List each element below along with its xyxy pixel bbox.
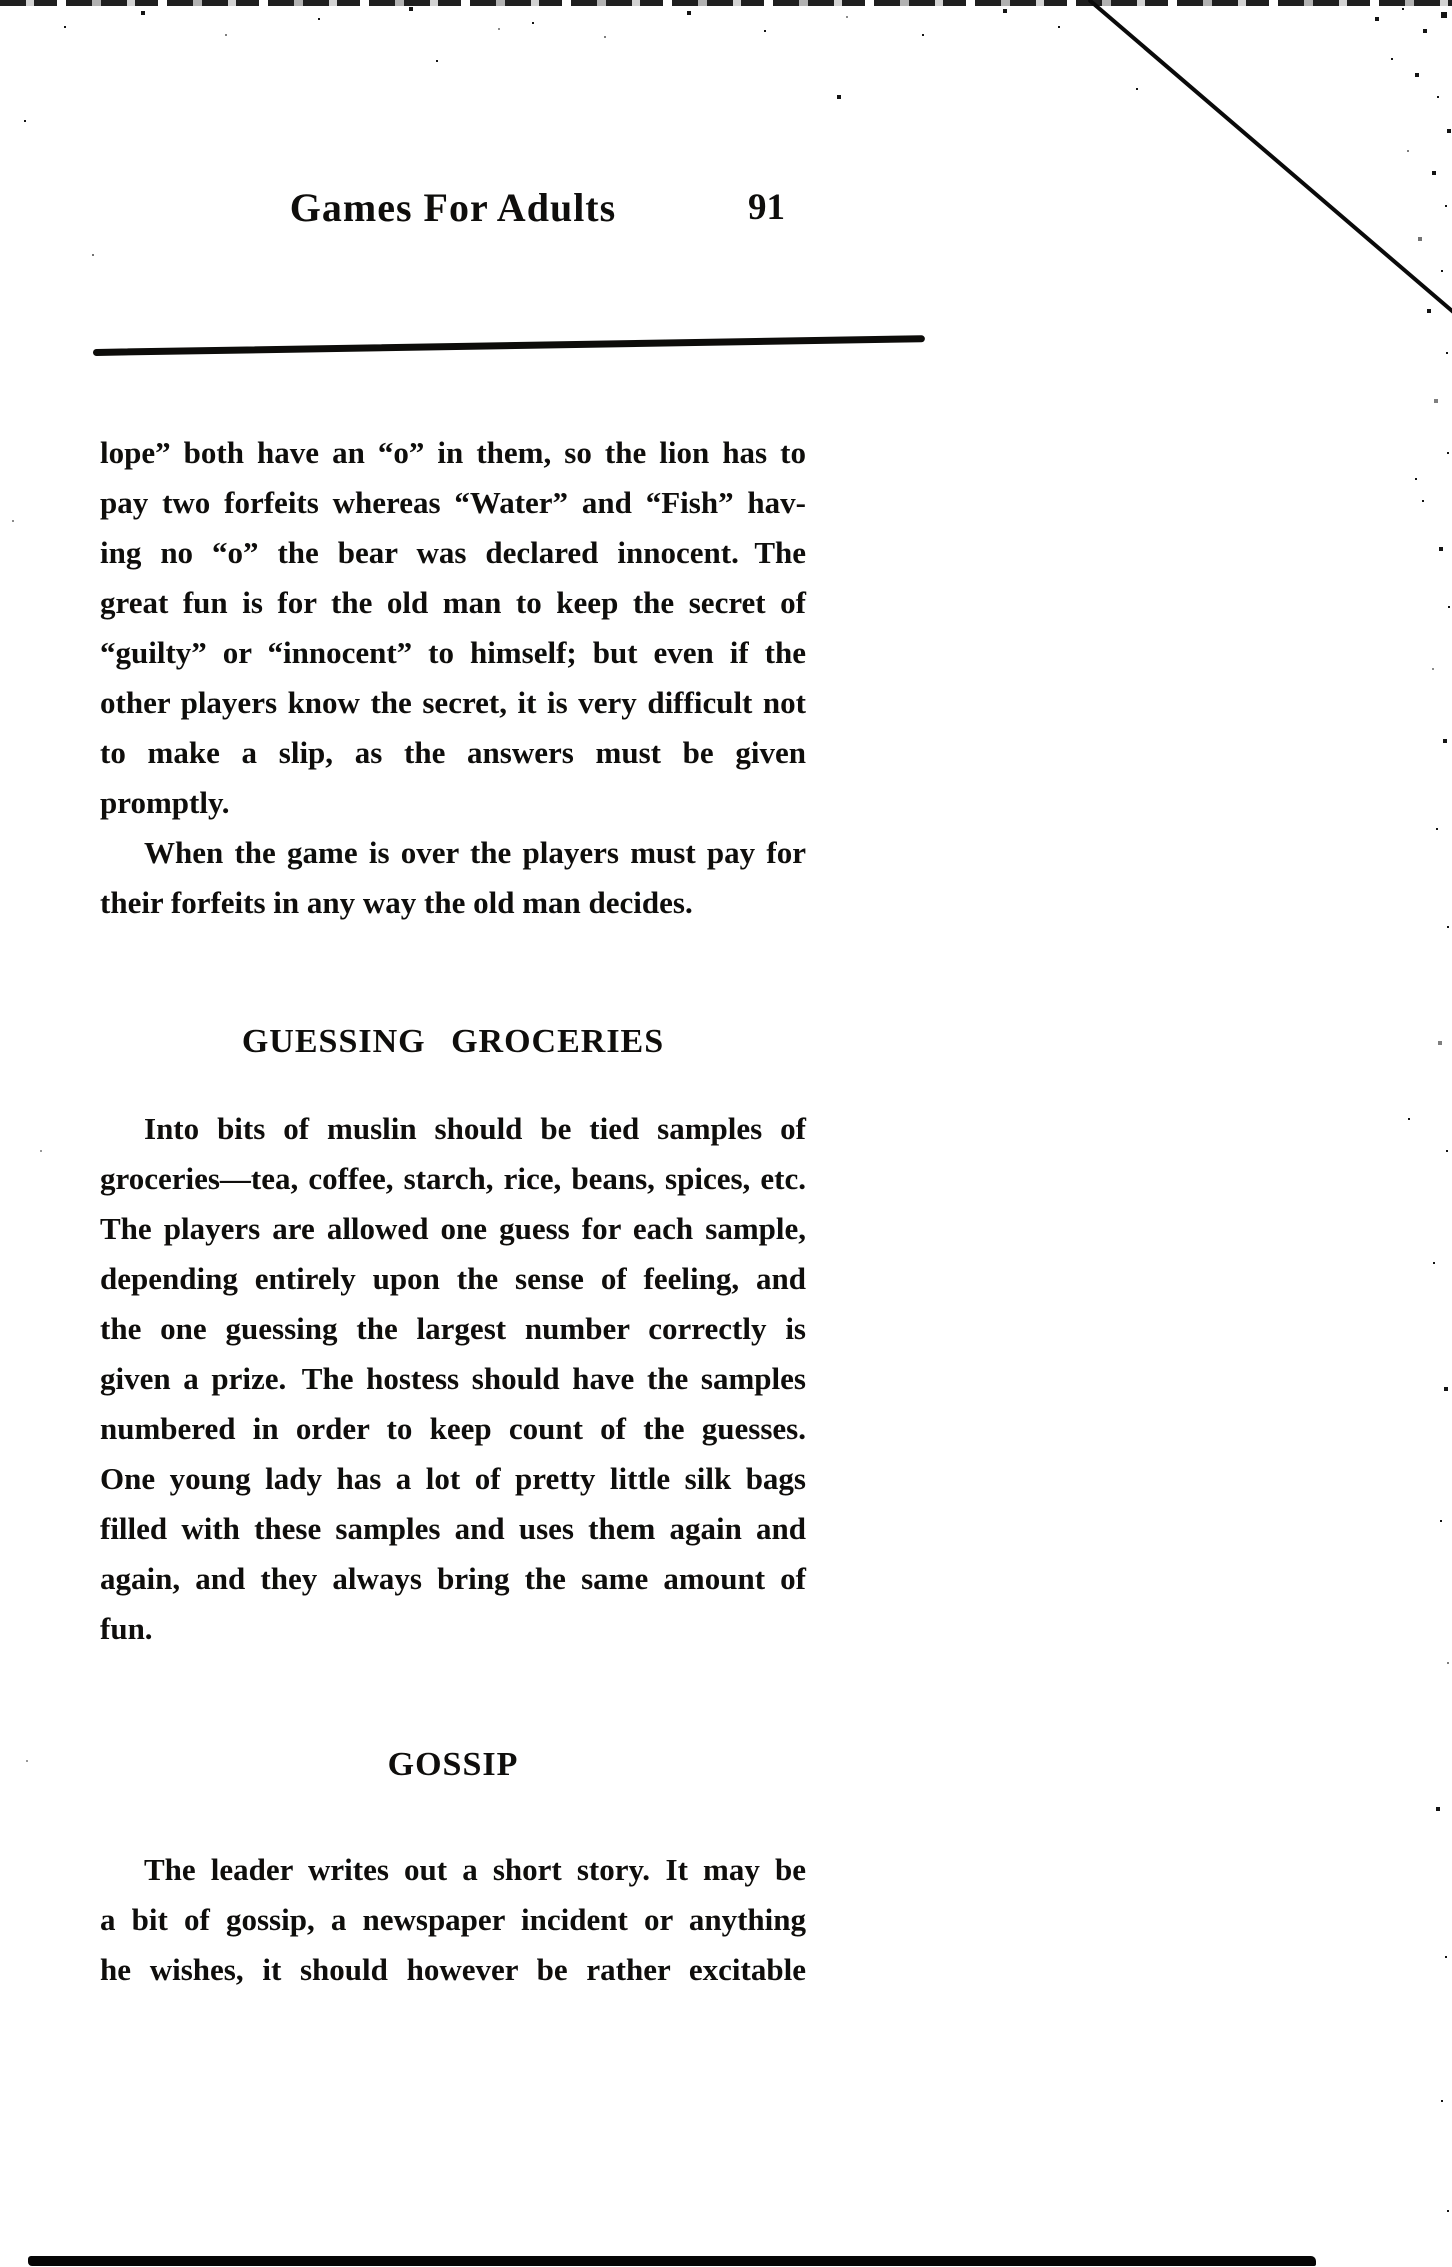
- text-line: The players are allowed one guess for each sample,: [100, 1211, 806, 1246]
- text-line: promptly.: [100, 785, 230, 820]
- scan-torn-edge-noise: [0, 0, 1452, 6]
- page-title: Games For Adults: [289, 185, 617, 230]
- text-line: ing no “o” the bear was declared innocent. The: [100, 535, 806, 570]
- text-line: the one guessing the largest number correctly is: [100, 1311, 806, 1346]
- paragraph-2: [100, 828, 806, 928]
- text-line: One young lady has a lot of pretty little silk bags: [100, 1461, 806, 1496]
- text-line: their forfeits in any way the old man decides.: [100, 885, 693, 920]
- text-line: The leader writes out a short story. It may be: [144, 1852, 806, 1887]
- text-line: other players know the secret, it is very difficult not: [100, 685, 806, 720]
- scan-bottom-edge-bar: [28, 2256, 1316, 2266]
- body-text-block-3: [100, 1845, 806, 1995]
- body-text-block-2: [100, 1104, 806, 1654]
- scan-diagonal-fold-line: [1087, 0, 1452, 315]
- text-line: a bit of gossip, a newspaper incident or anything: [100, 1902, 806, 1937]
- text-line: again, and they always bring the same amount of: [100, 1561, 806, 1596]
- paragraph-1: [100, 428, 806, 828]
- text-line: groceries—tea, coffee, starch, rice, beans, spices, etc.: [100, 1161, 806, 1196]
- text-line: fun.: [100, 1611, 153, 1646]
- text-line: numbered in order to keep count of the guesses.: [100, 1411, 806, 1446]
- text-line: When the game is over the players must pay for: [144, 835, 806, 870]
- section-heading-gossip: GOSSIP: [387, 1746, 519, 1783]
- text-line: Into bits of muslin should be tied samples of: [144, 1111, 806, 1146]
- page-number: 91: [748, 187, 785, 228]
- text-line: to make a slip, as the answers must be given: [100, 735, 806, 770]
- body-text-block-1: [100, 428, 806, 928]
- paragraph-3: [100, 1104, 806, 1654]
- text-line: “guilty” or “innocent” to himself; but even if the: [100, 635, 806, 670]
- paragraph-4: [100, 1845, 806, 1995]
- text-line: filled with these samples and uses them again and: [100, 1511, 806, 1546]
- header-rule: [93, 335, 925, 356]
- section-heading-guessing-groceries: GUESSING GROCERIES: [241, 1023, 665, 1060]
- text-line: given a prize. The hostess should have the samples: [100, 1361, 806, 1396]
- text-line: pay two forfeits whereas “Water” and “Fish” hav-: [100, 485, 806, 520]
- text-line: lope” both have an “o” in them, so the lion has to: [100, 435, 806, 470]
- text-line: depending entirely upon the sense of feeling, and: [100, 1261, 806, 1296]
- scan-speckle-noise: [0, 0, 2, 2]
- text-line: he wishes, it should however be rather excitable: [100, 1952, 806, 1987]
- text-line: great fun is for the old man to keep the secret of: [100, 585, 806, 620]
